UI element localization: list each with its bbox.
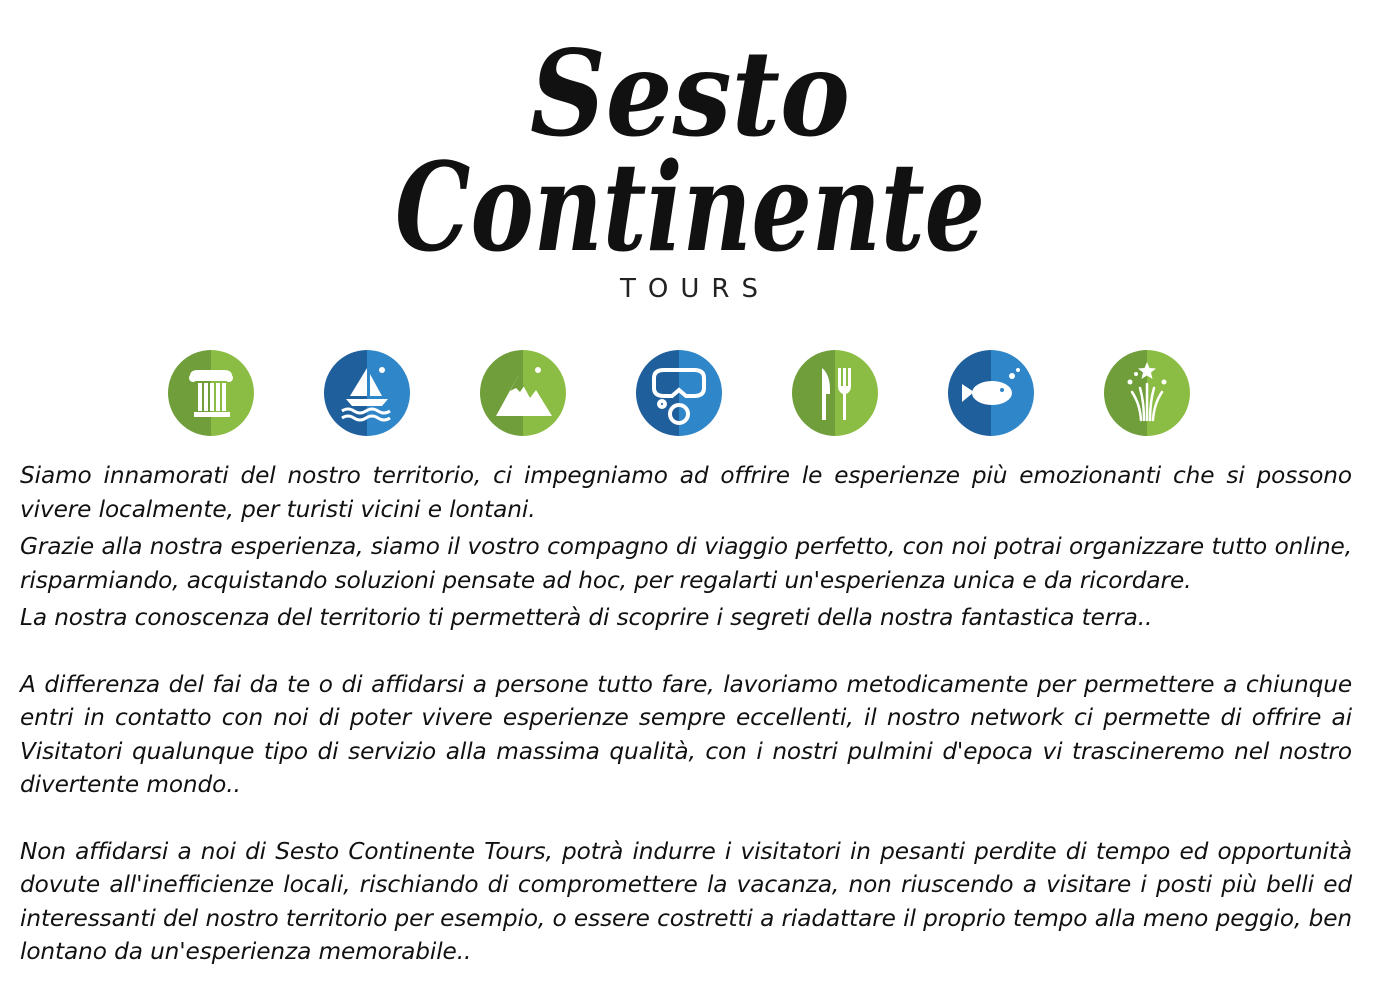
brand-name-line2: Continente <box>395 135 985 279</box>
brand-subtitle: TOURS <box>620 274 770 304</box>
paragraph-experience: Grazie alla nostra esperienza, siamo il vostro compagno di viaggio perfetto, con noi potrai organizzare tutto online, risparmiando, acquistando soluzioni pensate ad hoc, per regalarti un'esperienza unica e da ricordare. <box>20 533 1352 594</box>
paragraph-method: A differenza del fai da te o di affidarsi a persone tutto fare, lavoriamo metodicamente per permettere a chiunque entri in contatto con noi di poter vivere esperienze sempre eccellenti, il nostro network ci permette di offrire ai Visitatori qualunque tipo di servizio alla massima qualità, con i nostri pulmini d'epoca vi trascineremo nel nostro divertente mondo.. <box>20 670 1352 798</box>
brand-logo-lettering <box>0 0 1378 320</box>
column-icon <box>168 350 254 436</box>
fireworks-icon <box>1104 350 1190 436</box>
sailboat-icon <box>324 350 410 436</box>
brand-logo <box>0 0 1378 320</box>
diving-mask-icon <box>636 350 722 436</box>
paragraph-warning: Non affidarsi a noi di Sesto Continente Tours, potrà indurre i visitatori in pesanti perdite di tempo ed opportunità dovute all'inefficienze locali, rischiando di compromettere la vacanza, non riuscendo a visitare i posti più belli ed interessanti del nostro territorio per esempio, o essere costretti a riadattare il proprio tempo alla meno peggio, ben lontano da un'esperienza memorabile.. <box>20 837 1352 965</box>
knife-fork-icon <box>792 350 878 436</box>
brand-name-line1: Sesto <box>530 24 850 163</box>
paragraph-intro: Siamo innamorati del nostro territorio, ci impegniamo ad offrire le esperienze più emozionanti che si possono vivere localmente, per turisti vicini e lontani. <box>20 462 1352 523</box>
paragraph-knowledge: La nostra conoscenza del territorio ti permetterà di scoprire i segreti della nostra fantastica terra.. <box>20 604 1153 631</box>
about-text <box>20 459 1352 969</box>
mountain-icon <box>480 350 566 436</box>
fish-icon <box>948 350 1034 436</box>
